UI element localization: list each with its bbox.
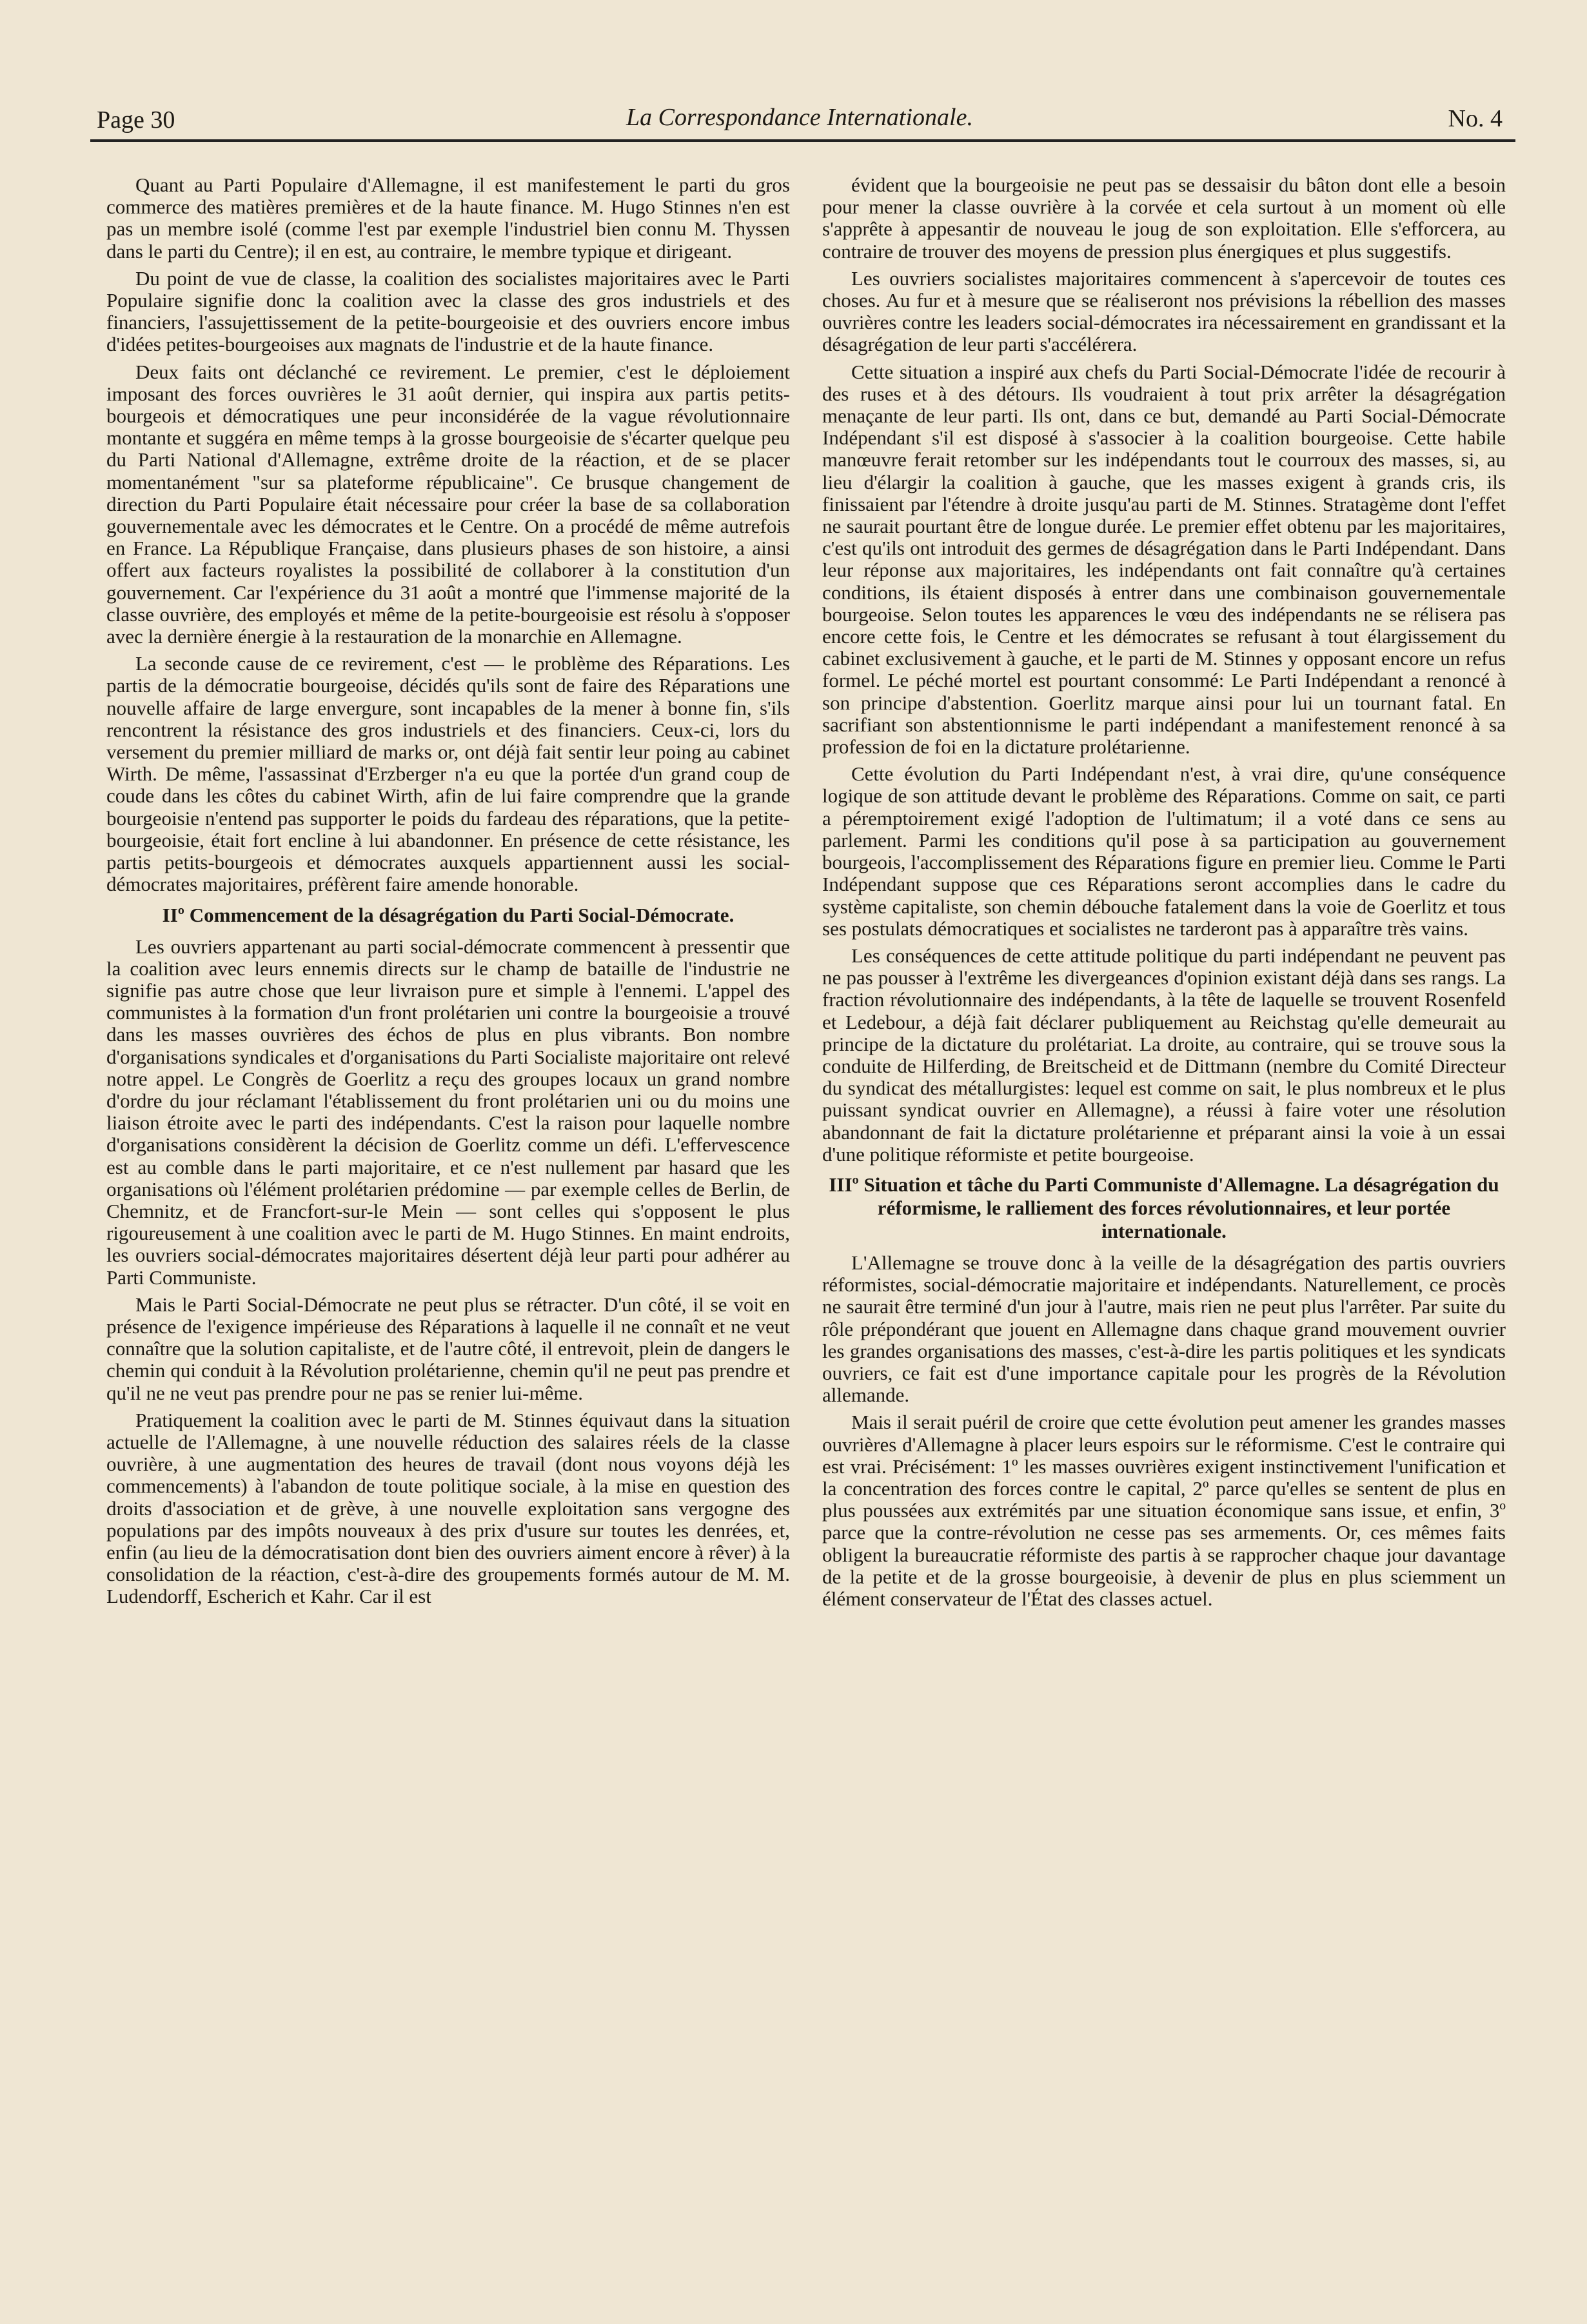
right-column [822,174,1506,2277]
paragraph: Les conséquences de cette attitude politique du parti indépendant ne peuvent pas ne pas pousser à l'extrême les divergeances d'opinion existant déjà dans ses rangs. La fraction révolutionnaire des indépendants, à la tête de laquelle se trouvent Rosenfeld et Ledebour, a déjà fait déclarer publiquement au Reichstag qu'elle demeurait au principe de la dictature du prolétariat. La droite, au contraire, qui se trouve sous la conduite de Hilferding, de Breitscheid et de Dittmann (nembre du Comité Directeur du syndicat des métallurgistes: lequel est comme on sait, le plus nombreux et le plus puissant syndicat ouvrier en Allemagne), a réussi à faire voter une résolution abandonnant de fait la dictature prolétarienne et préparant ainsi la voie à un essai d'une politique réformiste et petite bourgeoise. [822,944,1506,1166]
section-heading: IIº Commencement de la désagrégation du Parti Social-Démocrate. [162,903,734,926]
paragraph: Deux faits ont déclanché ce revirement. Le premier, c'est le déploiement imposant des forces ouvrières le 31 août dernier, qui inspira aux partis petits-bourgeois et démocratiques une peur inconsidérée de la vague révolutionnaire montante et suggéra en même temps à la grosse bourgeoisie de s'écarter quelque peu du Parti National d'Allemagne, extrême droite de la réaction, et de se placer momentanément "sur sa plateforme républicaine". Ce brusque changement de direction du Parti Populaire était nécessaire pour créer la base de sa collaboration gouvernementale avec les démocrates et le Centre. On a procédé de même autrefois en France. La République Française, dans plusieurs phases de son histoire, a ainsi offert aux facteurs royalistes la possibilité de collaborer à la constitution d'un gouvernement. Car l'expérience du 31 août a montré que l'immense majorité de la classe ouvrière, des employés et même de la petite-bourgeoisie est résolu à s'opposer avec la dernière énergie à la restauration de la monarchie en Allemagne. [106,360,790,648]
paragraph: Mais le Parti Social-Démocrate ne peut plus se rétracter. D'un côté, il se voit en présence de l'exigence impérieuse des Réparations à laquelle il ne connaît et ne veut connaître que la solution capitaliste, et de l'autre côté, il entrevoit, plein de dangers le chemin qui conduit à la Révolution prolétarienne, chemin qu'il ne peut pas prendre et qu'il ne ne veut pas prendre pour ne pas se renier lui-même. [106,1293,790,1404]
issue-number: No. 4 [1448,105,1503,132]
paragraph: Mais il serait puéril de croire que cette évolution peut amener les grandes masses ouvrières d'Allemagne à placer leurs espoirs sur le réformisme. C'est le contraire qui est vrai. Précisément: 1º les masses ouvrières exigent instinctivement l'unification et la concentration des forces contre le capital, 2º parce qu'elles se sentent de plus en plus poussées aux extrémités par une situation économique sans issue, et enfin, 3º parce que la contre-révolution ne cesse pas ses armements. Or, ces mêmes faits obligent la bureaucratie réformiste des partis à se rapprocher chaque jour davantage de la petite et de la grosse bourgeoisie, à devenir de plus en plus sciemment un élément conservateur de l'État des classes actuel. [822,1411,1506,1610]
page-header [90,98,1509,137]
paragraph: Les ouvriers appartenant au parti social-démocrate commencent à pressentir que la coalition avec leurs ennemis directs sur le champ de bataille de l'industrie ne signifie pas autre chose que leur livraison pure et simple à l'ennemi. L'appel des communistes à la formation d'un front prolétarien uni contre la bourgeoisie a trouvé dans les masses ouvrières des échos de plus en plus vibrants. Bon nombre d'organisations syndicales et d'organisations du Parti Socialiste majoritaire ont relevé notre appel. Le Congrès de Goerlitz a reçu des groupes locaux un grand nombre d'ordre du jour réclamant l'établissement du front prolétarien uni ou du moins une liaison étroite avec le parti des indépendants. C'est la raison pour laquelle nombre d'organisations considèrent la décision de Goerlitz comme un défi. L'effervescence est au comble dans le parti majoritaire, et ce n'est nullement par hasard que les organisations où l'élément prolétarien prédomine — par exemple celles de Berlin, de Chemnitz, et de Francfort-sur-le Mein — sont celles qui s'opposent le plus rigoureusement à une coalition avec le parti de M. Hugo Stinnes. En maint endroits, les ouvriers social-démocrates majoritaires désertent déjà leur parti pour adhérer au Parti Communiste. [106,935,790,1289]
paragraph: Les ouvriers socialistes majoritaires commencent à s'apercevoir de toutes ces choses. Au fur et à mesure que se réaliseront nos prévisions la rébellion des masses ouvrières contre les leaders social-démocrates ira nécessairement en grandissant et la désagrégation de leur parti s'accélérera. [822,266,1506,356]
paragraph: Cette situation a inspiré aux chefs du Parti Social-Démocrate l'idée de recourir à des ruses et à des détours. Ils voudraient à tout prix arrêter la désagrégation menaçante de leur parti. Ils ont, dans ce but, demandé au Parti Social-Démocrate Indépendant s'il est disposé à s'associer à la coalition bourgeoise. Cette habile manœuvre ferait retomber sur les indépendants tout le courroux des masses, si, au lieu d'élargir la coalition à gauche, que les masses exigent à grands cris, ils finissaient par l'étendre à droite jusqu'au parti de M. Stinnes. Stratagème dont l'effet ne saurait pourtant être de longue durée. Le premier effet obtenu par les majoritaires, c'est qu'ils ont introduit des germes de désagrégation dans le Parti Indépendant. Dans leur réponse aux majoritaires, les indépendants ont fait connaître qu'à certaines conditions, ils étaient disposés à entrer dans une combinaison gouvernementale bourgeoise. Selon toutes les apparences le vœu des indépendants ne se rélisera pas encore cette fois, le Centre et les démocrates se refusant à tout élargissement du cabinet exclusivement à gauche, et le parti de M. Stinnes y opposant encore un refus formel. Le péché mortel est pourtant consommé: Le Parti Indépendant a renoncé à son principe d'abstention. Goerlitz marque ainsi pour lui un tournant fatal. En sacrifiant son abstentionnisme le parti indépendant a manifestement renoncé à sa profession de foi en la dictature prolétarienne. [822,360,1506,759]
paragraph: évident que la bourgeoisie ne peut pas se dessaisir du bâton dont elle a besoin pour mener la classe ouvrière à la corvée et cela surtout à un moment où elle s'apprête à appesantir de nouveau le joug de son exploitation. Elle s'efforcera, au contraire de trouver des moyens de pression plus énergiques et plus suggestifs. [822,174,1506,263]
left-column [106,174,790,2277]
paragraph: La seconde cause de ce revirement, c'est — le problème des Réparations. Les partis de la démocratie bourgeoise, décidés qu'ils sont de faire des Réparations une nouvelle affaire de large envergure, sont incapables de la mener à bonne fin, s'ils rencontrent la résistance des gros industriels et des financiers. Ceux-ci, lors du versement du premier milliard de marks or, ont déjà fait sentir leur poing au cabinet Wirth. De même, l'assassinat d'Erzberger n'a eu que la portée d'un grand coup de coude dans les côtes du cabinet Wirth, afin de lui faire comprendre que la grande bourgeoisie n'entend pas supporter le poids du fardeau des réparations, que la petite-bourgeoisie, était fort encline à lui abandonner. En présence de cette résistance, les partis petits-bourgeois et démocrates auxquels appartiennent aussi les social-démocrates majoritaires, préfèrent faire amende honorable. [106,652,790,896]
section-heading: IIIº Situation et tâche du Parti Communiste d'Allemagne. La désagrégation du réformisme, le ralliement des forces révolutionnaires, et leur portée internationale. [829,1173,1499,1242]
header-rule [90,139,1515,142]
page-number: Page 30 [97,106,175,134]
paragraph: Quant au Parti Populaire d'Allemagne, il est manifestement le parti du gros commerce des matières premières et de la haute finance. M. Hugo Stinnes n'en est pas un membre isolé (comme l'est par exemple l'industriel bien connu M. Thyssen dans le parti du Centre); il en est, au contraire, le membre typique et dirigeant. [106,174,790,263]
paragraph: L'Allemagne se trouve donc à la veille de la désagrégation des partis ouvriers réformistes, social-démocratie majoritaire et indépendants. Naturellement, ce procès ne saurait être terminé d'un jour à l'autre, mais rien ne peut plus l'arrêter. Par suite du rôle prépondérant que jouent en Allemagne dans chaque grand mouvement ouvrier les grandes organisations des masses, c'est-à-dire les partis politiques et les syndicats ouvriers, ce fait est d'une importance capitale pour les progrès de la Révolution allemande. [822,1251,1506,1407]
publication-title: La Correspondance Internationale. [626,104,973,131]
paragraph: Pratiquement la coalition avec le parti de M. Stinnes équivaut dans la situation actuelle de l'Allemagne, à une nouvelle réduction des salaires réels de la classe ouvrière, à une augmentation des heures de travail (dont nous voyons déjà les commencements) à l'abandon de toute politique sociale, à la mise en question des droits d'association et de grève, à une nouvelle exploitation sans vergogne des populations par des impôts nouveaux à des prix d'usure sur toutes les denrées, et, enfin (au lieu de la démocratisation dont bien des ouvriers aiment encore à rêver) à la consolidation de la réaction, c'est-à-dire des groupements formés autour de M. M. Ludendorff, Escherich et Kahr. Car il est [106,1408,790,1608]
paragraph: Du point de vue de classe, la coalition des socialistes majoritaires avec le Parti Populaire signifie donc la coalition avec la classe des gros industriels et des financiers, l'assujettissement de la petite-bourgeoisie et des ouvriers encore imbus d'idées petites-bourgeoises aux magnats de l'industrie et de la haute finance. [106,266,790,356]
paragraph: Cette évolution du Parti Indépendant n'est, à vrai dire, qu'une conséquence logique de son attitude devant le problème des Réparations. Comme on sait, ce parti a péremptoirement exigé l'adoption de l'ultimatum; il a voté dans ce sens au parlement. Parmi les conditions qu'il pose à sa participation au gouvernement bourgeois, l'accomplissement des Réparations figure en premier lieu. Comme le Parti Indépendant suppose que ces Réparations seront accomplies dans le cadre du système capitaliste, son chemin débouche fatalement dans la voie de Goerlitz et tous ses postulats démocratiques et socialistes ne tarderont pas à apparaître très vains. [822,762,1506,940]
